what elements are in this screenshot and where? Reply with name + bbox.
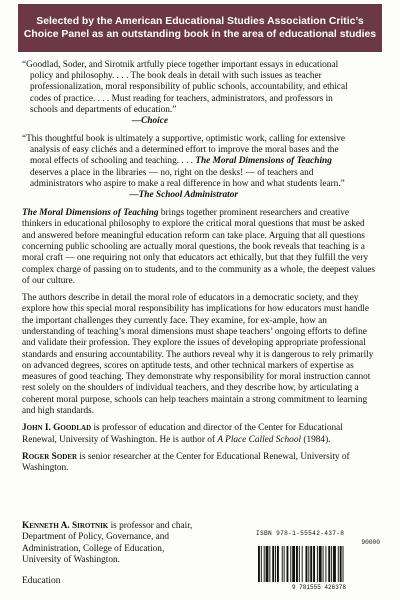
review-quote-choice [22, 60, 380, 127]
quote-source-school-administrator: —The School Administrator [129, 190, 238, 201]
review-quote-school-administrator [22, 134, 380, 201]
quote-line: professionalization, moral responsibility of public schools, accountability, and ethical [30, 82, 348, 93]
subject-category: Education [22, 576, 61, 586]
quote-source-choice: —Choice [131, 116, 168, 127]
author-bio-sirotnik: Kenneth A. Sirotnik is professor and chair, Department of Policy, Governance, and Administration, College of Education, University of Washington. [22, 521, 193, 565]
author-name: Kenneth A. Sirotnik [22, 521, 109, 531]
book-title: The Moral Dimensions of Teaching [22, 208, 159, 219]
description-paragraph-1: The Moral Dimensions of Teaching brings together prominent researchers and creative thinkers in educational philosophy to explore the critical moral questions that must be asked and answered before meaningful education reform can take place. Arguing that all questions concerning public schooling are actually moral questions, the book reveals that teaching is a moral craft — one requiring not only that educators act ethically, but that they fulfill the very complex charge of passing on to students, and to the community as a whole, the deepest values of our culture. [22, 208, 376, 286]
quote-line: “This thoughtful book is ultimately a supportive, optimistic work, calling for extensive [22, 134, 346, 145]
award-line-2: Choice Panel as an outstanding book in the area of educational studies [23, 29, 377, 40]
quote-line: administrators who aspire to make a real difference in how and what students learn.” [30, 178, 345, 189]
quote-line: analysis of easy clichés and a determined effort to improve the moral bases and the [30, 145, 339, 156]
quote-line: policy and philosophy. . . . The book deals in detail with such issues as teacher [30, 71, 322, 82]
author-name: Roger Soder [22, 451, 78, 462]
isbn-barcode [256, 530, 382, 592]
quote-line: deserves a place in the libraries — no, right on the desks! — of teachers and [30, 167, 314, 178]
quote-line: codes of practice. . . . Must reading for teachers, administrators, and professors in [30, 93, 333, 104]
award-line-1: Selected by the American Educational Studies Association Critic’s [36, 16, 364, 27]
book-title: A Place Called School [217, 434, 302, 445]
author-bio-goodlad: John I. Goodlad is professor of education and director of the Center for Educational Renewal, University of Washington. He is author of A Place Called School (1984). [22, 423, 343, 445]
isbn-number: ISBN 978-1-55542-437-8 [256, 530, 345, 537]
ean-digits: 9 781555 426378 [291, 584, 346, 591]
author-bio-soder: Roger Soder is senior researcher at the Center for Educational Renewal, University of Washington. [22, 451, 350, 474]
price-code: 90000 [361, 539, 380, 546]
description-paragraph-2: The authors describe in detail the moral role of educators in a democratic society, and they explore how this special moral responsibility has implications for how educators must handle the important challenges they currently face. They examine, for ex-ample, how an understanding of teaching’s moral dimensions must shape teachers’ ongoing efforts to define and validate their profession. They explore the issues of developing appropriate professional standards and ensuring accountability. The authors reveal why it is dangerous to rely primarily on advanced degrees, scores on aptitude tests, and other technical markers of expertise as measures of good teaching. They demonstrate why responsibility for moral instruction cannot rest solely on the shoulders of individual teachers, and they describe how, by articulating a coherent moral purpose, schools can help teachers maintain a strong commitment to learning and high standards. [22, 293, 374, 417]
barcode-icon [256, 546, 382, 584]
quote-line: schools and departments of education.” [30, 104, 177, 115]
author-name: John I. Goodlad [22, 423, 92, 434]
award-banner [18, 4, 382, 52]
quote-line: moral effects of schooling and teaching. . . . The Moral Dimensions of Teaching [30, 156, 332, 167]
quote-line: “Goodlad, Soder, and Sirotnik artfully piece together important essays in educational [22, 60, 339, 70]
main-content [22, 60, 380, 475]
book-title: The Moral Dimensions of Teaching [195, 156, 332, 167]
